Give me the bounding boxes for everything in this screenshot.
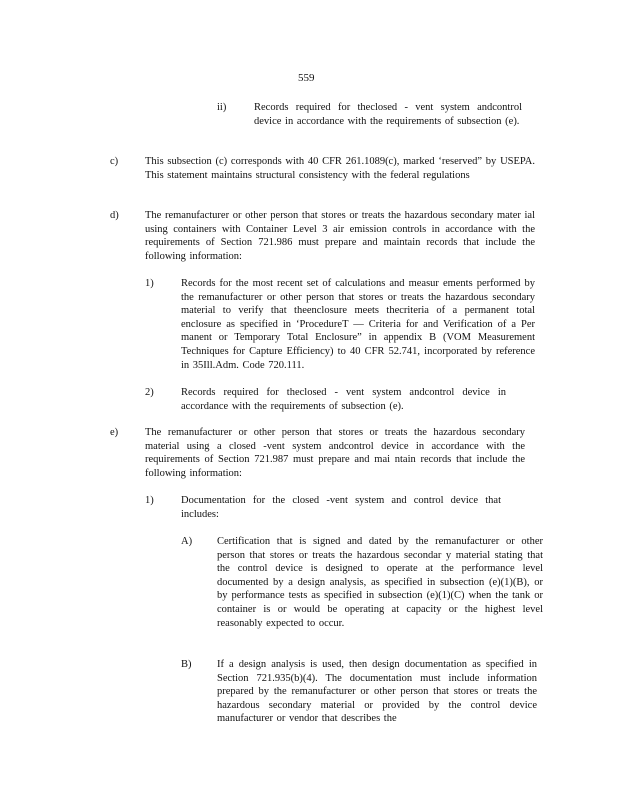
item-label-d2: 2) bbox=[145, 387, 154, 398]
item-text-ii: Records required for theclosed - vent system andcontrol device in accordance with the requirements of subsection (e). bbox=[254, 102, 522, 127]
item-label-e: e) bbox=[110, 427, 119, 438]
item-text-B: If a design analysis is used, then design documentation as specified in Section 721.935(b)(4). The documentation must include information prepared by the remanufacturer or other person that stores or treats the hazardous secondary material or provided by the control device manufacturer or vendor that describes the bbox=[217, 659, 537, 725]
item-label-ii: ii) bbox=[217, 102, 227, 113]
item-text-d1: Records for the most recent set of calculations and measur ements performed by the remanufacturer or other person that stores or treats the hazardous secondary material to verify that theenclosure meets thecriteria of a permanent total enclosure as specified in ‘ProcedureT — Criteria for and Verification of a Per manent or Temporary Total Enclosure” in appendix B (VOM Measurement Techniques for Capture Efficiency) to 40 CFR 52.741, incorporated by reference in 35Ill.Adm. Code 720.111. bbox=[181, 278, 535, 371]
item-text-d2: Records required for theclosed - vent system andcontrol device in accordance with the requirements of subsection (e). bbox=[181, 387, 506, 412]
item-label-B: B) bbox=[181, 659, 192, 670]
item-text-e1: Documentation for the closed -vent system and control device that includes: bbox=[181, 495, 501, 520]
item-label-A: A) bbox=[181, 536, 193, 547]
item-label-e1: 1) bbox=[145, 495, 154, 506]
item-text-d: The remanufacturer or other person that stores or treats the hazardous secondary mater ial using containers with Container Level 3 air emission controls in accordance with the requirements of Section 721.986 must prepare and maintain records that include the following information: bbox=[145, 210, 535, 262]
item-label-d1: 1) bbox=[145, 278, 154, 289]
item-text-e: The remanufacturer or other person that stores or treats the hazardous secondary material using a closed -vent system andcontrol device in accordance with the requirements of Section 721.987 must prepare and mai ntain records that include the following information: bbox=[145, 427, 525, 479]
item-text-A: Certification that is signed and dated by the remanufacturer or other person that stores or treats the hazardous secondar y material stating that the control device is designed to operate at the performance level documented by a design analysis, as specified in subsection (e)(1)(B), or by performance tests as specified in subsection (e)(1)(C) when the tank or container is or would be operating at capacity or the highest level reasonably expected to occur. bbox=[217, 536, 543, 629]
item-text-c: This subsection (c) corresponds with 40 CFR 261.1089(c), marked ‘reserved” by USEPA. This statement maintains structural consistency with the federal regulations bbox=[145, 156, 535, 181]
page-number: 559 bbox=[298, 72, 315, 84]
item-label-d: d) bbox=[110, 210, 119, 221]
item-label-c: c) bbox=[110, 156, 119, 167]
